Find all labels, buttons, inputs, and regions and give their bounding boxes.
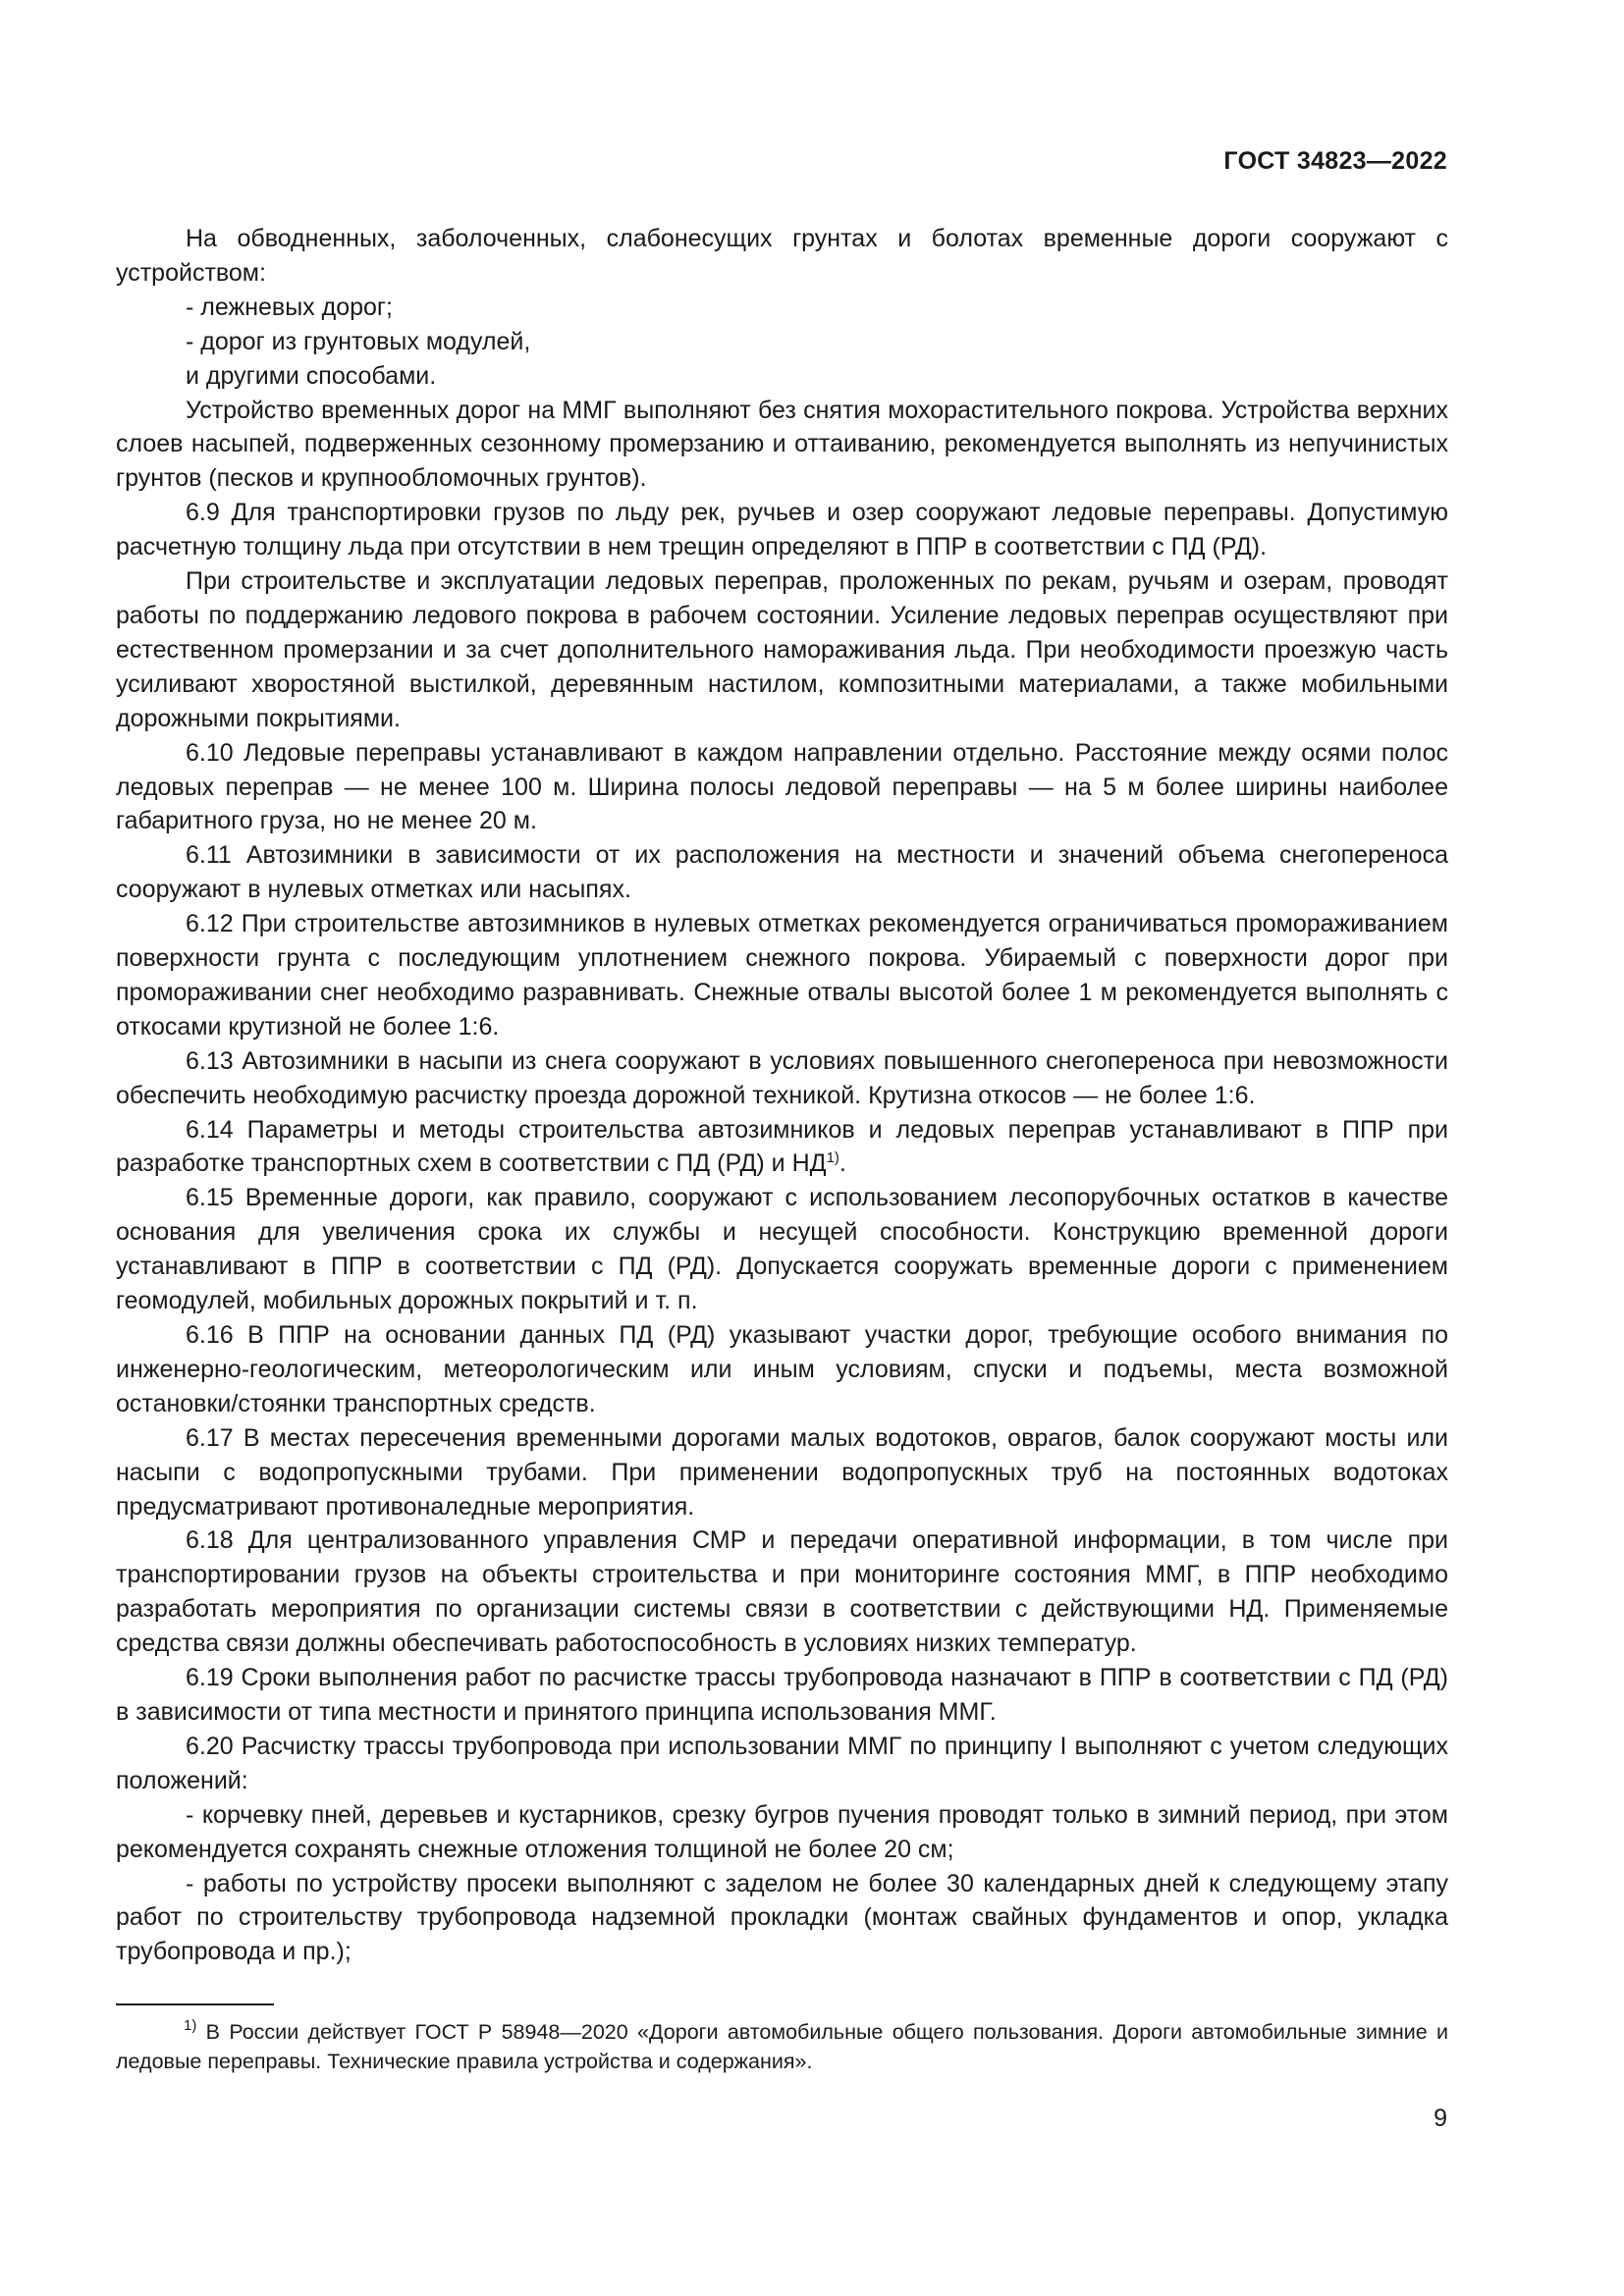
clause-6-13: 6.13 Автозимники в насыпи из снега сооружают в условиях повышенного снегопереноса при невозможности обеспечить необходимую расчистку проезда дорожной техникой. Крутизна откосов — не более 1:6. xyxy=(116,1046,1448,1109)
list-item: - лежневых дорог; xyxy=(186,293,393,321)
document-header: ГОСТ 34823—2022 xyxy=(1223,147,1447,175)
clause-6-9: 6.9 Для транспортировки грузов по льду рек, ручьев и озер сооружают ледовые переправы. Допустимую расчетную толщину льда при отсутствии в нем трещин определяют в ППР в соответствии с ПД (РД). xyxy=(116,499,1448,561)
footnote-text: В России действует ГОСТ Р 58948—2020 «Дороги автомобильные общего пользования. Дороги автомобильные зимние и ледовые переправы. Технические правила устройства и содержания». xyxy=(116,2020,1448,2073)
clause-6-14-text: 6.14 Параметры и методы строительства автозимников и ледовых переправ устанавливают в ППР при разработке транспортных схем в соответствии с ПД (РД) и НД xyxy=(116,1115,1448,1178)
list-item: - корчевку пней, деревьев и кустарников, срезку бугров пучения проводят только в зимний период, при этом рекомендуется сохранять снежные отложения толщиной не более 20 см; xyxy=(116,1800,1448,1863)
clause-6-12: 6.12 При строительстве автозимников в нулевых отметках рекомендуется ограничиваться промораживанием поверхности грунта с последующим уплотнением снежного покрова. Убираемый с поверхности дорог при промораживании снег необходимо разравнивать. Снежные отвалы высотой более 1 м рекомендуется выполнять с откосами крутизной не более 1:6. xyxy=(116,910,1448,1041)
clause-6-15: 6.15 Временные дороги, как правило, сооружают с использованием лесопорубочных остатков в качестве основания для увеличения срока их службы и несущей способности. Конструкцию временной дороги устанавливают в ППР в соответствии с ПД (РД). Допускается сооружать временные дороги с применением геомодулей, мобильных дорожных покрытий и т. п. xyxy=(116,1184,1448,1315)
footnote-marker: 1) xyxy=(184,2017,197,2034)
clause-6-14 xyxy=(116,1113,1448,1182)
page-number: 9 xyxy=(1434,2105,1447,2132)
clause-6-14-end: . xyxy=(839,1149,846,1178)
paragraph: При строительстве и эксплуатации ледовых переправ, проложенных по рекам, ручьям и озерам, проводят работы по поддержанию ледового покрова в рабочем состоянии. Усиление ледовых переправ осуществляют при естественном промерзании и за счет дополнительного намораживания льда. При необходимости проезжую часть усиливают хворостяной выстилкой, деревянным настилом, композитными материалами, а также мобильными дорожными покрытиями. xyxy=(116,567,1448,732)
paragraph: На обводненных, заболоченных, слабонесущих грунтах и болотах временные дороги сооружают с устройством: xyxy=(116,225,1448,287)
footnote-separator xyxy=(116,2003,274,2005)
paragraph: Устройство временных дорог на ММГ выполняют без снятия мохорастительного покрова. Устройства верхних слоев насыпей, подверженных сезонному промерзанию и оттаиванию, рекомендуется выполнять из непучинистых грунтов (песков и крупнообломочных грунтов). xyxy=(116,396,1448,493)
clause-6-20: 6.20 Расчистку трассы трубопровода при использовании ММГ по принципу I выполняют с учетом следующих положений: xyxy=(116,1732,1448,1794)
document-body xyxy=(116,222,1448,1969)
paragraph: и другими способами. xyxy=(186,361,437,390)
clause-6-16: 6.16 В ППР на основании данных ПД (РД) указывают участки дорог, требующие особого внимания по инженерно-геологическим, метеорологическим или иным условиям, спуски и подъемы, места возможной остановки/стоянки транспортных средств. xyxy=(116,1321,1448,1417)
footnote-reference[interactable]: 1) xyxy=(826,1149,839,1167)
clause-6-11: 6.11 Автозимники в зависимости от их расположения на местности и значений объема снегопереноса сооружают в нулевых отметках или насыпях. xyxy=(116,841,1448,904)
footnote xyxy=(116,2017,1448,2076)
list-item: - дорог из грунтовых модулей, xyxy=(186,327,531,355)
clause-6-17: 6.17 В местах пересечения временными дорогами малых водотоков, оврагов, балок сооружают мосты или насыпи с водопропускными трубами. При применении водопропускных труб на постоянных водотоках предусматривают противоналедные мероприятия. xyxy=(116,1423,1448,1521)
clause-6-19: 6.19 Сроки выполнения работ по расчистке трассы трубопровода назначают в ППР в соответствии с ПД (РД) в зависимости от типа местности и принятого принципа использования ММГ. xyxy=(116,1664,1448,1726)
clause-6-18: 6.18 Для централизованного управления СМР и передачи оперативной информации, в том числе при транспортировании грузов на объекты строительства и при мониторинге состояния ММГ, в ППР необходимо разработать мероприятия по организации системы связи в соответствии с действующими НД. Применяемые средства связи должны обеспечивать работоспособность в условиях низких температур. xyxy=(116,1526,1448,1658)
clause-6-10: 6.10 Ледовые переправы устанавливают в каждом направлении отдельно. Расстояние между осями полос ледовых переправ — не менее 100 м. Ширина полосы ледовой переправы — на 5 м более ширины наиболее габаритного груза, но не менее 20 м. xyxy=(116,738,1448,835)
list-item: - работы по устройству просеки выполняют с заделом не более 30 календарных дней к следующему этапу работ по строительству трубопровода надземной прокладки (монтаж свайных фундаментов и опор, укладка трубопровода и пр.); xyxy=(116,1869,1448,1966)
